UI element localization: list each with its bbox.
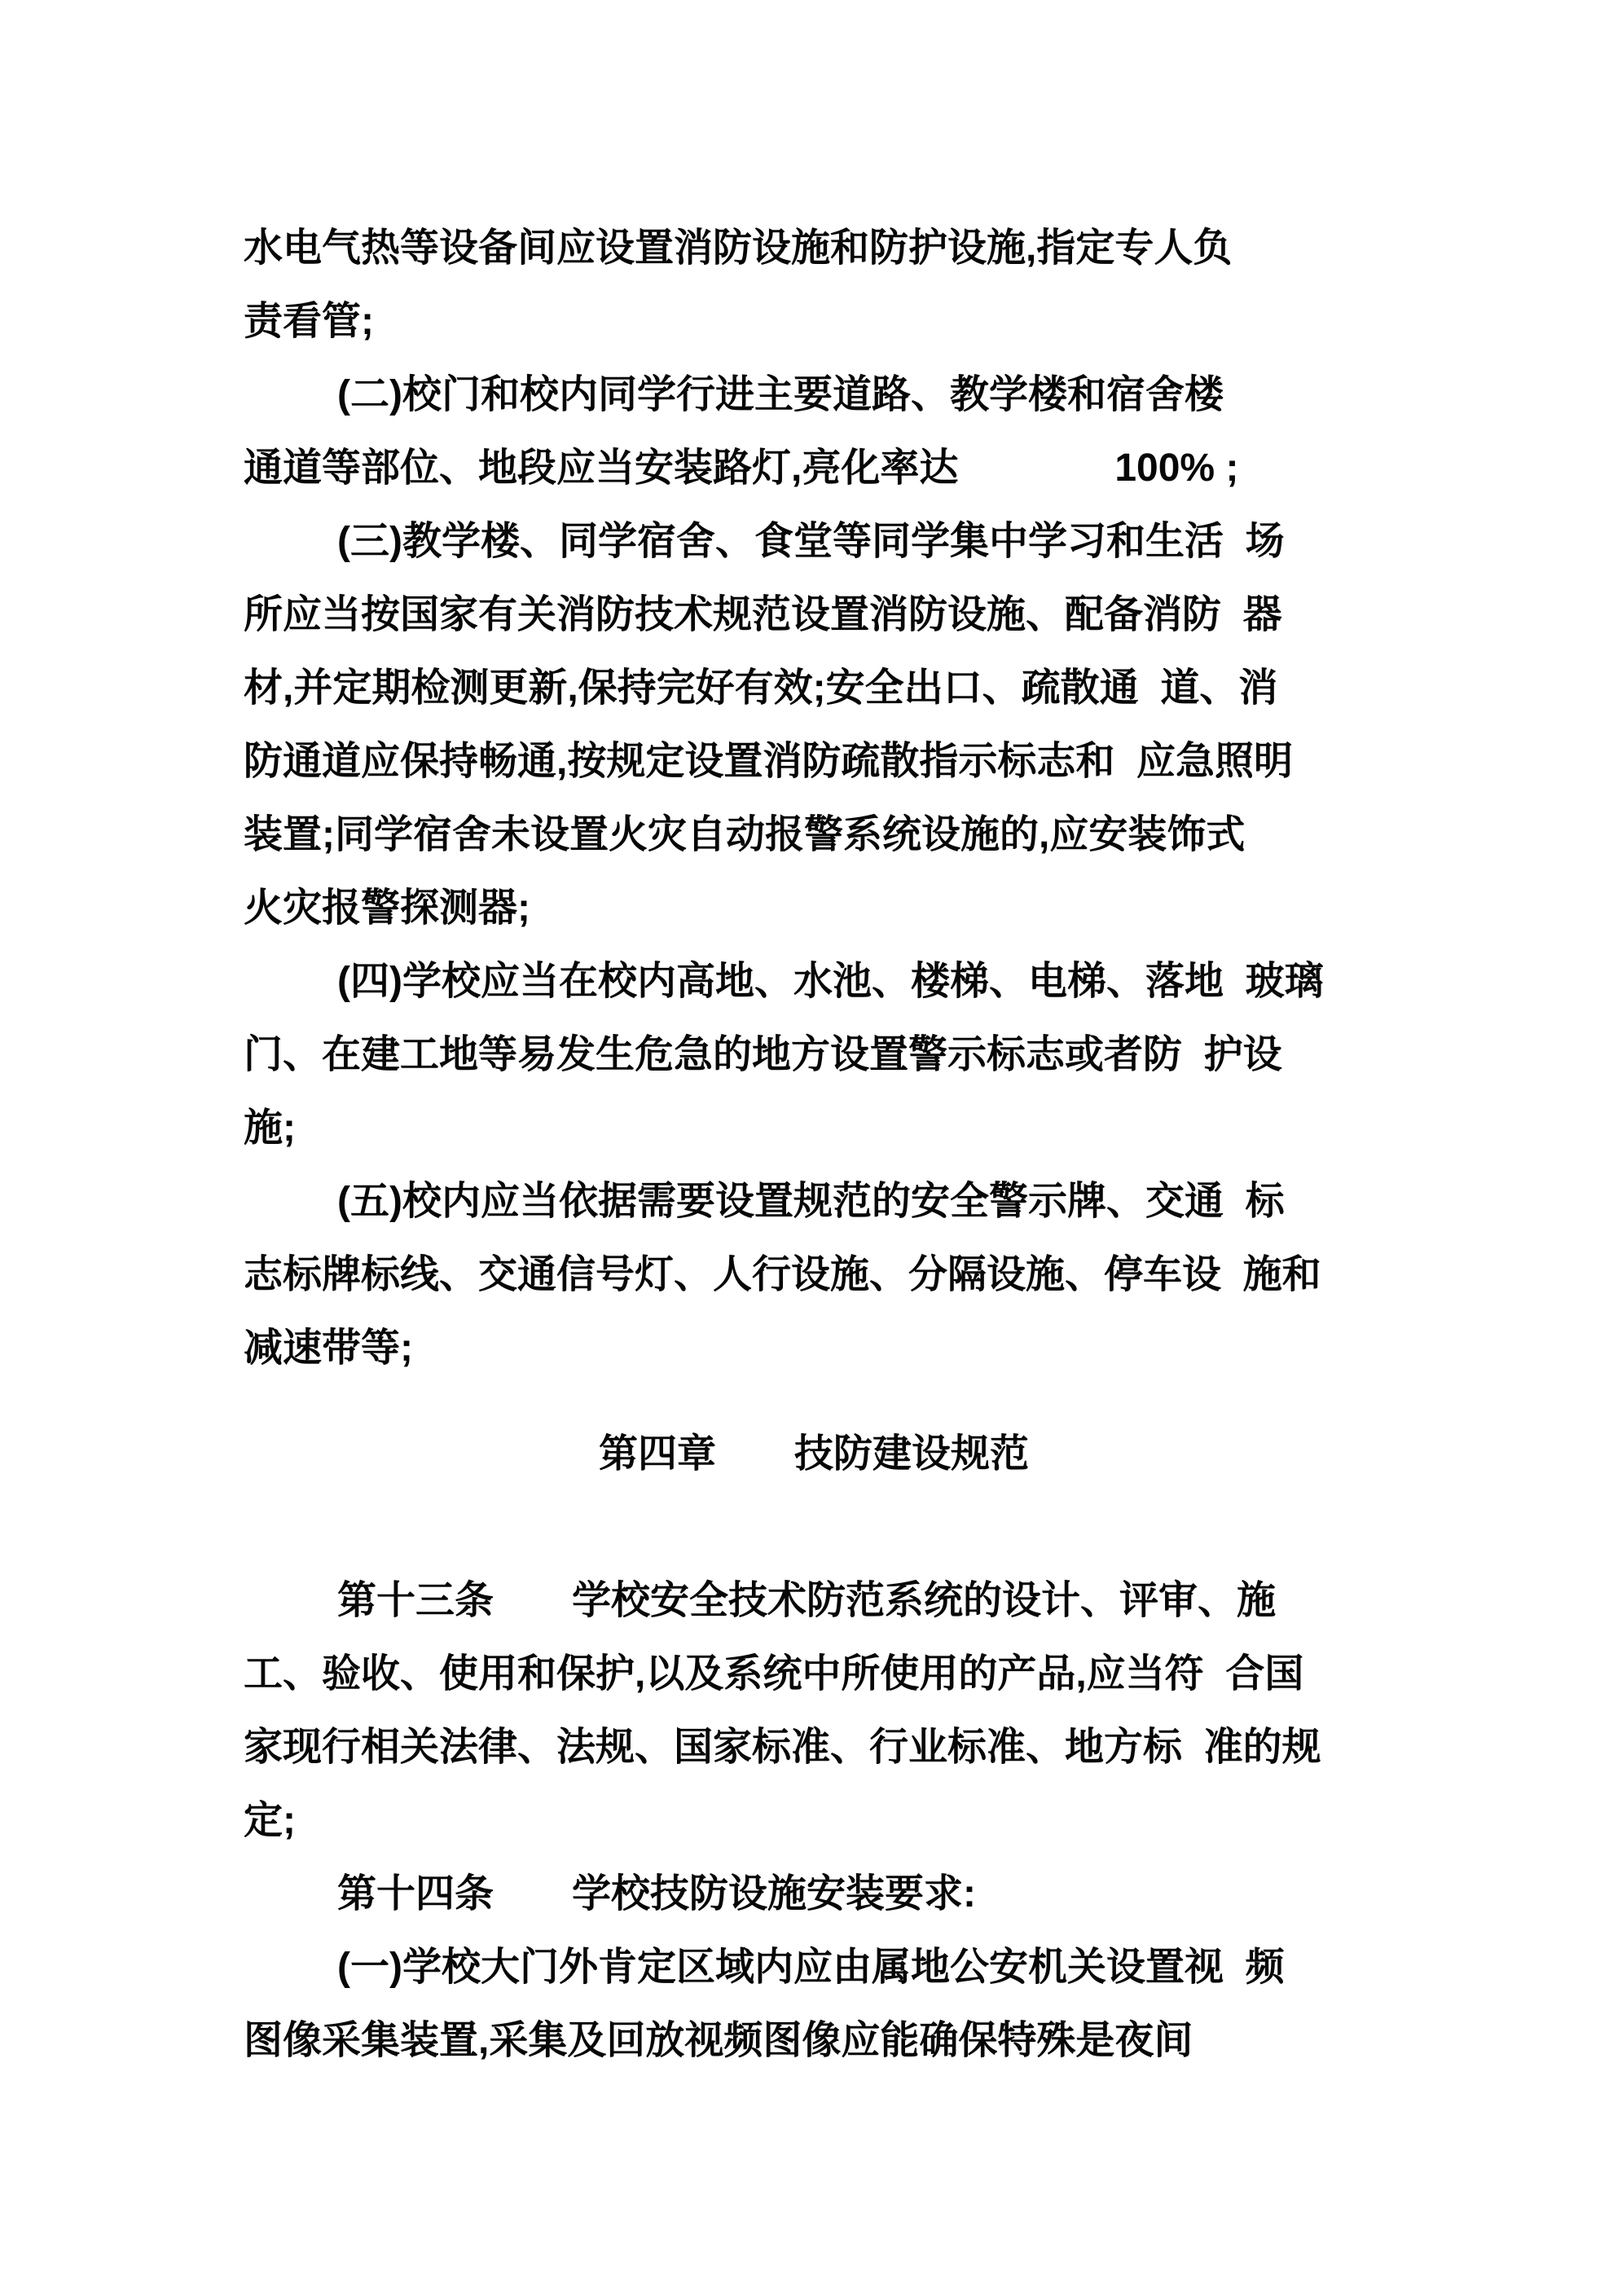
text-line: 定; (244, 1799, 296, 1842)
text-line: (一)学校大门外肯定区域内应由属地公安机关设置视 频 (337, 1946, 1285, 1989)
text-line: 门、在建工地等易发生危急的地方设置警示标志或者防 护设 (244, 1033, 1282, 1076)
text-line: 工、验收、使用和保护,以及系统中所使用的产品,应当符 合国 (244, 1652, 1304, 1696)
text-line: 水电气热等设备间应设置消防设施和防护设施,指定专人负 (244, 227, 1233, 270)
text-line: 通道等部位、地段应当安装路灯,亮化率达 100% ; (244, 446, 1239, 490)
document-body (244, 212, 1384, 2078)
text-line: 志标牌标线、交通信号灯、人行设施、分隔设施、停车设 施和 (244, 1253, 1321, 1296)
text-line: 减速带等; (244, 1326, 413, 1370)
text-line: (四)学校应当在校内高地、水池、楼梯、电梯、落地 玻璃 (337, 960, 1324, 1003)
text-line: 材,并定期检测更新,保持完好有效;安全出口、疏散通 道、消 (244, 666, 1278, 710)
text-line: 家现行相关法律、法规、国家标准、行业标准、地方标 准的规 (244, 1726, 1321, 1769)
text-line: (三)教学楼、同学宿舍、食堂等同学集中学习和生活 场 (337, 520, 1285, 563)
text-line: 施; (244, 1106, 296, 1150)
text-line: (五)校内应当依据需要设置规范的安全警示牌、交通 标 (337, 1180, 1285, 1223)
text-line: 第十四条 学校技防设施安装要求: (337, 1872, 976, 1916)
text-line: (二)校门和校内同学行进主要道路、教学楼和宿舍楼 (337, 373, 1224, 416)
text-line: 防通道应保持畅通,按规定设置消防疏散指示标志和 应急照明 (244, 740, 1294, 783)
text-line: 责看管; (244, 300, 374, 343)
text-line: 火灾报警探测器; (244, 886, 530, 930)
text-line: 图像采集装置,采集及回放视频图像应能确保特殊是夜间 (244, 2019, 1193, 2062)
text-line: 所应当按国家有关消防技术规范设置消防设施、配备消防 器 (244, 593, 1282, 636)
chapter-heading: 第四章 技防建设规范 (598, 1432, 1029, 1476)
text-line: 第十三条 学校安全技术防范系统的设计、评审、施 (337, 1579, 1277, 1622)
text-line: 装置;同学宿舍未设置火灾自动报警系统设施的,应安装饰式 (244, 813, 1246, 856)
